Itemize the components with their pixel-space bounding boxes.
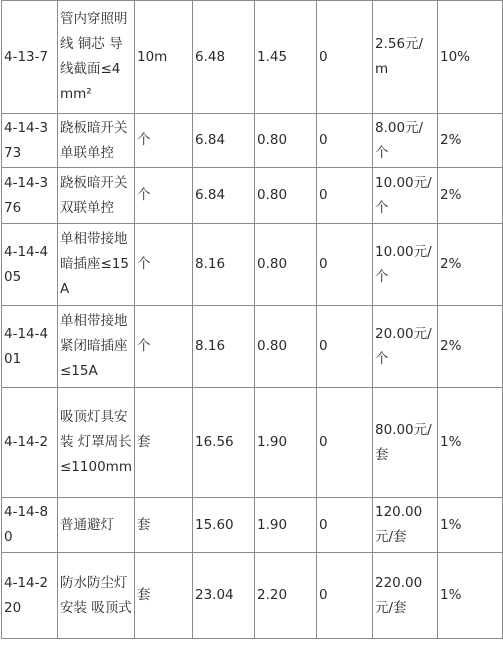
table-row bbox=[2, 114, 503, 168]
material-cost-cell: 0.80 bbox=[255, 168, 317, 224]
item-name-cell: 跷板暗开关单联单控 bbox=[58, 114, 135, 168]
item-code-cell: 4-14-373 bbox=[2, 114, 58, 168]
unit-cell: 10m bbox=[135, 1, 193, 114]
unit-price-cell: 120.00元/套 bbox=[373, 498, 438, 553]
unit-cell: 套 bbox=[135, 553, 193, 639]
item-name-cell: 防水防尘灯安装 吸顶式 bbox=[58, 553, 135, 639]
machine-cost-cell: 0 bbox=[317, 388, 373, 498]
machine-cost-cell: 0 bbox=[317, 553, 373, 639]
item-code-cell: 4-14-80 bbox=[2, 498, 58, 553]
machine-cost-cell: 0 bbox=[317, 498, 373, 553]
table-row bbox=[2, 553, 503, 639]
table-row bbox=[2, 224, 503, 306]
labor-cost-cell: 6.48 bbox=[193, 1, 255, 114]
item-name-cell: 单相带接地紧闭暗插座≤15A bbox=[58, 306, 135, 388]
material-cost-cell: 0.80 bbox=[255, 114, 317, 168]
labor-cost-cell: 8.16 bbox=[193, 224, 255, 306]
unit-price-cell: 8.00元/个 bbox=[373, 114, 438, 168]
unit-price-cell: 10.00元/个 bbox=[373, 224, 438, 306]
item-name-cell: 单相带接地暗插座≤15A bbox=[58, 224, 135, 306]
unit-price-cell: 220.00元/套 bbox=[373, 553, 438, 639]
labor-cost-cell: 15.60 bbox=[193, 498, 255, 553]
unit-cell: 个 bbox=[135, 114, 193, 168]
unit-cell: 个 bbox=[135, 306, 193, 388]
item-code-cell: 4-14-220 bbox=[2, 553, 58, 639]
rate-cell: 1% bbox=[438, 553, 503, 639]
unit-cell: 个 bbox=[135, 224, 193, 306]
material-cost-cell: 2.20 bbox=[255, 553, 317, 639]
unit-price-cell: 80.00元/套 bbox=[373, 388, 438, 498]
item-name-cell: 吸顶灯具安装 灯罩周长≤1100mm bbox=[58, 388, 135, 498]
labor-cost-cell: 6.84 bbox=[193, 114, 255, 168]
table-row bbox=[2, 306, 503, 388]
rate-cell: 1% bbox=[438, 498, 503, 553]
item-code-cell: 4-13-7 bbox=[2, 1, 58, 114]
unit-cell: 套 bbox=[135, 388, 193, 498]
rate-cell: 1% bbox=[438, 388, 503, 498]
table-row bbox=[2, 388, 503, 498]
material-cost-cell: 1.90 bbox=[255, 498, 317, 553]
rate-cell: 10% bbox=[438, 1, 503, 114]
item-code-cell: 4-14-405 bbox=[2, 224, 58, 306]
rate-cell: 2% bbox=[438, 224, 503, 306]
item-code-cell: 4-14-376 bbox=[2, 168, 58, 224]
machine-cost-cell: 0 bbox=[317, 224, 373, 306]
item-name-cell: 跷板暗开关双联单控 bbox=[58, 168, 135, 224]
item-name-cell: 普通避灯 bbox=[58, 498, 135, 553]
labor-cost-cell: 6.84 bbox=[193, 168, 255, 224]
item-code-cell: 4-14-401 bbox=[2, 306, 58, 388]
table-row bbox=[2, 168, 503, 224]
machine-cost-cell: 0 bbox=[317, 168, 373, 224]
labor-cost-cell: 23.04 bbox=[193, 553, 255, 639]
material-cost-cell: 1.90 bbox=[255, 388, 317, 498]
quota-table bbox=[1, 0, 503, 639]
material-cost-cell: 1.45 bbox=[255, 1, 317, 114]
unit-price-cell: 2.56元/m bbox=[373, 1, 438, 114]
rate-cell: 2% bbox=[438, 114, 503, 168]
item-name-cell: 管内穿照明线 铜芯 导线截面≤4mm² bbox=[58, 1, 135, 114]
machine-cost-cell: 0 bbox=[317, 114, 373, 168]
table-row bbox=[2, 498, 503, 553]
unit-price-cell: 20.00元/个 bbox=[373, 306, 438, 388]
item-code-cell: 4-14-2 bbox=[2, 388, 58, 498]
labor-cost-cell: 16.56 bbox=[193, 388, 255, 498]
table-body bbox=[2, 1, 503, 639]
machine-cost-cell: 0 bbox=[317, 1, 373, 114]
material-cost-cell: 0.80 bbox=[255, 224, 317, 306]
unit-price-cell: 10.00元/个 bbox=[373, 168, 438, 224]
rate-cell: 2% bbox=[438, 306, 503, 388]
rate-cell: 2% bbox=[438, 168, 503, 224]
material-cost-cell: 0.80 bbox=[255, 306, 317, 388]
unit-cell: 个 bbox=[135, 168, 193, 224]
labor-cost-cell: 8.16 bbox=[193, 306, 255, 388]
machine-cost-cell: 0 bbox=[317, 306, 373, 388]
table-row bbox=[2, 1, 503, 114]
unit-cell: 套 bbox=[135, 498, 193, 553]
